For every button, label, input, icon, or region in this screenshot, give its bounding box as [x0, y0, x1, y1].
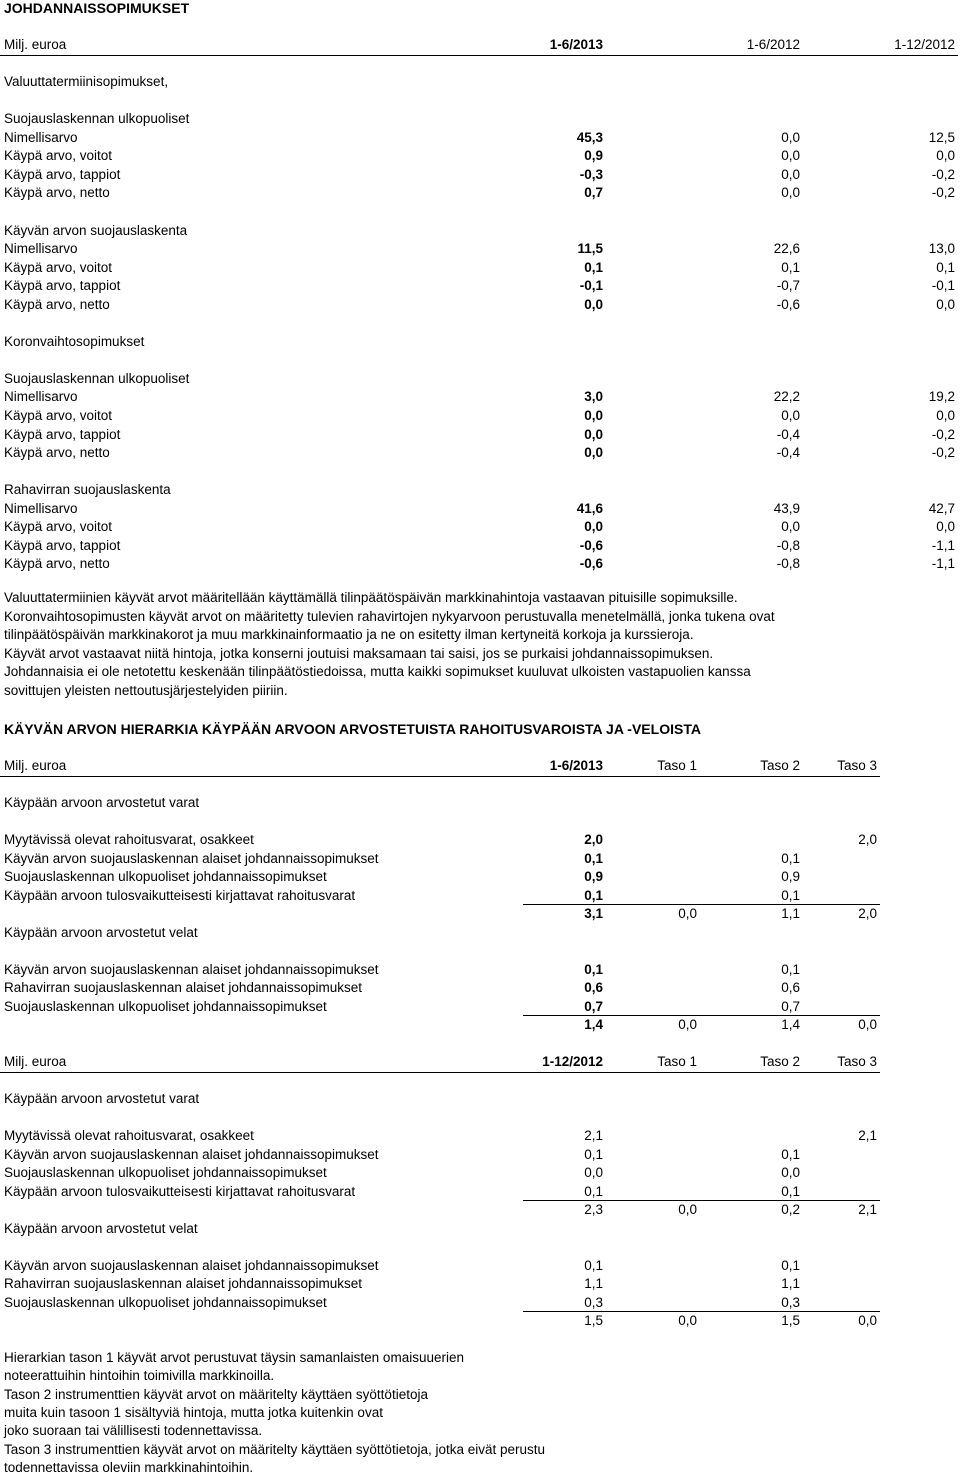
hier1-subtotal-rule [523, 1015, 880, 1016]
note-line: Valuuttatermiinien käyvät arvot määritellään käyttämällä tilinpäätöspäivän markkinahintoja vastaavan pituisille sopimuksille. [4, 590, 738, 605]
hier2-value-l3: 2,1 [858, 1202, 877, 1217]
derivatives-value-c1: 0,9 [584, 148, 603, 164]
hier2-row-label: Käypään arvoon arvostetut varat [4, 1091, 200, 1106]
hier1-row-label: Myytävissä olevat rahoitusvarat, osakkeet [4, 832, 254, 847]
hier2-value-l1: 0,0 [678, 1313, 697, 1328]
hier2-row-label: Suojauslaskennan ulkopuoliset johdannaissopimukset [4, 1165, 327, 1180]
footnote-line: Tason 3 instrumenttien käyvät arvot on määritelty käyttäen syöttötietoja, jotka eivät perustu [4, 1441, 546, 1457]
derivatives-value-c2: 22,6 [773, 241, 800, 257]
hier1-header-l1: Taso 1 [657, 758, 697, 773]
hier1-header-l3: Taso 3 [837, 758, 877, 773]
derivatives-value-c3: -0,2 [931, 445, 955, 461]
derivatives-row-label: Käypä arvo, netto [4, 445, 110, 461]
derivatives-value-c3: 19,2 [928, 389, 955, 405]
hier2-value-t: 0,3 [584, 1294, 603, 1310]
derivatives-row-label: Nimellisarvo [4, 241, 78, 257]
derivatives-row-label: Käypä arvo, netto [4, 185, 110, 201]
hier2-value-l2: 0,1 [781, 1257, 800, 1273]
hier2-value-l2: 0,1 [781, 1183, 800, 1199]
hier1-value-l2: 0,1 [781, 961, 800, 977]
hier2-header-rule [0, 1072, 880, 1073]
derivatives-value-c3: 12,5 [928, 129, 955, 145]
derivatives-value-c2: 22,2 [773, 389, 800, 405]
derivatives-row-label: Suojauslaskennan ulkopuoliset [4, 111, 190, 127]
derivatives-row-label: Käypä arvo, netto [4, 296, 110, 312]
derivatives-value-c2: 0,1 [781, 259, 800, 275]
derivatives-row-label: Käyvän arvon suojauslaskenta [4, 222, 188, 238]
derivatives-row-label: Suojauslaskennan ulkopuoliset [4, 370, 190, 386]
hier2-value-l2: 1,1 [781, 1276, 800, 1291]
derivatives-value-c3: -0,2 [931, 426, 955, 442]
derivatives-row-label: Käypä arvo, tappiot [4, 166, 121, 182]
hier2-value-l2: 0,3 [781, 1294, 800, 1310]
hier1-row-label: Käyvän arvon suojauslaskennan alaiset johdannaissopimukset [4, 850, 379, 866]
derivatives-value-c3: -0,1 [931, 278, 955, 294]
derivatives-value-c3: 0,0 [936, 408, 955, 423]
hier1-value-t: 0,7 [584, 998, 603, 1014]
derivatives-value-c2: -0,4 [776, 426, 800, 442]
hier2-header-l1: Taso 1 [657, 1054, 697, 1069]
derivatives-row-label: Koronvaihtosopimukset [4, 333, 145, 349]
derivatives-value-c1: 11,5 [577, 241, 603, 257]
derivatives-value-c2: 0,0 [781, 408, 800, 423]
hier1-header-t: 1-6/2013 [549, 758, 603, 773]
hier1-row-label: Käyvän arvon suojauslaskennan alaiset johdannaissopimukset [4, 961, 379, 977]
derivatives-header-c1: 1-6/2013 [549, 37, 603, 52]
hier1-value-l1: 0,0 [678, 1017, 697, 1032]
hier2-row-label: Käyvän arvon suojauslaskennan alaiset johdannaissopimukset [4, 1257, 379, 1273]
hier1-value-t: 3,1 [584, 906, 603, 921]
derivatives-value-c1: -0,6 [579, 537, 603, 553]
hier1-row-label: Rahavirran suojauslaskennan alaiset johdannaissopimukset [4, 980, 362, 995]
hier1-value-l2: 1,4 [781, 1017, 800, 1032]
derivatives-value-c2: -0,8 [776, 556, 800, 572]
hier1-value-t: 1,4 [584, 1017, 603, 1032]
derivatives-header-label: Milj. euroa [4, 37, 67, 52]
derivatives-row-label: Käypä arvo, voitot [4, 519, 113, 535]
hier1-value-l2: 0,1 [781, 850, 800, 866]
derivatives-value-c1: 0,0 [584, 408, 603, 423]
hier2-value-l2: 0,0 [781, 1165, 800, 1180]
derivatives-row-label: Rahavirran suojauslaskenta [4, 482, 171, 498]
hier2-value-t: 2,3 [584, 1202, 603, 1217]
hier1-value-t: 2,0 [584, 832, 603, 847]
derivatives-value-c3: 0,0 [936, 296, 955, 312]
footnote-line: Tason 2 instrumenttien käyvät arvot on määritelty käyttäen syöttötietoja [4, 1386, 428, 1402]
hier2-value-t: 0,1 [584, 1146, 603, 1162]
derivatives-value-c2: 0,0 [781, 129, 800, 145]
hier1-row-label: Suojauslaskennan ulkopuoliset johdannaissopimukset [4, 998, 327, 1014]
hier2-value-t: 1,1 [584, 1276, 603, 1291]
hier1-value-l3: 2,0 [858, 906, 877, 921]
derivatives-value-c3: -0,2 [931, 185, 955, 201]
hier2-value-t: 1,5 [584, 1313, 603, 1328]
derivatives-row-label: Käypä arvo, voitot [4, 259, 113, 275]
hier2-header-l3: Taso 3 [837, 1054, 877, 1069]
derivatives-value-c3: -1,1 [931, 537, 955, 553]
hier1-value-t: 0,1 [584, 961, 603, 977]
derivatives-value-c1: 0,7 [584, 185, 603, 201]
hier1-row-label: Käypään arvoon tulosvaikutteisesti kirjattavat rahoitusvarat [4, 887, 356, 903]
derivatives-value-c3: -0,2 [931, 166, 955, 182]
hier1-header-label: Milj. euroa [4, 758, 67, 773]
hier2-header-l2: Taso 2 [760, 1054, 800, 1069]
derivatives-row-label: Käypä arvo, voitot [4, 148, 113, 164]
derivatives-row-label: Nimellisarvo [4, 389, 78, 405]
hier1-row-label: Suojauslaskennan ulkopuoliset johdannaissopimukset [4, 869, 327, 884]
derivatives-value-c3: 0,1 [936, 259, 955, 275]
hier2-value-t: 2,1 [584, 1128, 603, 1143]
note-line: tilinpäätöspäivän markkinakorot ja muu markkinainformaatio ja ne on esitetty ilman kertyneitä korkoja ja kurssieroja. [4, 627, 694, 642]
hier1-value-l2: 0,6 [781, 980, 800, 995]
hier2-value-l2: 0,2 [781, 1202, 800, 1217]
hier2-value-t: 0,1 [584, 1183, 603, 1199]
note-line: Käyvät arvot vastaavat niitä hintoja, jotka konserni joutuisi maksamaan tai saisi, jos se purkaisi johdannaissopimuksen. [4, 645, 714, 661]
hier1-value-l1: 0,0 [678, 906, 697, 921]
hier2-value-t: 0,1 [584, 1257, 603, 1273]
footnote-line: muita kuin tasoon 1 sisältyviä hintoja, mutta jotka kuitenkin ovat [4, 1404, 383, 1420]
hier1-header-rule [0, 776, 880, 777]
derivatives-row-label: Käypä arvo, voitot [4, 408, 113, 423]
hier1-value-t: 0,1 [584, 850, 603, 866]
derivatives-row-label: Käypä arvo, tappiot [4, 278, 121, 294]
hier2-value-l3: 2,1 [858, 1128, 877, 1143]
note-line: Koronvaihtosopimusten käyvät arvot on määritetty tulevien rahavirtojen nykyarvoon perustuvalla menetelmällä, jonka tukena ovat [4, 608, 775, 624]
derivatives-header-c3: 1-12/2012 [894, 37, 955, 52]
hier2-header-label: Milj. euroa [4, 1054, 67, 1069]
derivatives-value-c2: -0,6 [776, 296, 800, 312]
hier1-value-l2: 0,1 [781, 887, 800, 903]
hier2-value-l2: 0,1 [781, 1146, 800, 1162]
hier1-row-label: Käypään arvoon arvostetut varat [4, 795, 200, 810]
hier1-value-l3: 0,0 [858, 1017, 877, 1032]
hierarchy-title: KÄYVÄN ARVON HIERARKIA KÄYPÄÄN ARVOON ARVOSTETUISTA RAHOITUSVAROISTA JA -VELOISTA [4, 721, 701, 737]
derivatives-row-label: Valuuttatermiinisopimukset, [4, 74, 169, 90]
derivatives-value-c1: 41,6 [576, 500, 603, 516]
hier1-subtotal-rule [523, 904, 880, 905]
hier2-row-label: Käypään arvoon arvostetut velat [4, 1220, 198, 1236]
derivatives-value-c1: 0,0 [584, 296, 603, 312]
derivatives-header-c2: 1-6/2012 [746, 37, 800, 52]
hier1-value-l2: 0,9 [781, 869, 800, 884]
hier2-row-label: Suojauslaskennan ulkopuoliset johdannaissopimukset [4, 1294, 327, 1310]
derivatives-value-c3: 0,0 [936, 519, 955, 535]
hier2-value-t: 0,0 [584, 1165, 603, 1180]
derivatives-value-c2: 0,0 [781, 148, 800, 164]
hier1-value-t: 0,6 [584, 980, 603, 995]
derivatives-value-c1: -0,1 [579, 278, 603, 294]
derivatives-value-c2: -0,4 [776, 445, 800, 461]
hier2-row-label: Rahavirran suojauslaskennan alaiset johdannaissopimukset [4, 1276, 362, 1291]
hier1-value-l2: 1,1 [781, 906, 800, 921]
footnote-line: todennettavissa oleviin markkinahintoihin. [4, 1459, 254, 1475]
footnote-line: noteerattuihin hintoihin toimivilla markkinoilla. [4, 1368, 275, 1384]
derivatives-row-label: Nimellisarvo [4, 129, 78, 145]
derivatives-value-c3: -1,1 [931, 556, 955, 572]
derivatives-value-c1: 45,3 [576, 129, 603, 145]
derivatives-value-c2: 0,0 [781, 185, 800, 201]
derivatives-header-rule [0, 55, 958, 56]
hier2-row-label: Käypään arvoon tulosvaikutteisesti kirjattavat rahoitusvarat [4, 1183, 356, 1199]
derivatives-row-label: Käypä arvo, netto [4, 556, 110, 572]
derivatives-value-c2: 43,9 [773, 500, 800, 516]
hier1-value-t: 0,1 [584, 887, 603, 903]
derivatives-value-c1: 0,0 [584, 426, 603, 442]
hier1-value-l3: 2,0 [858, 832, 877, 847]
hier2-value-l1: 0,0 [678, 1202, 697, 1217]
hier2-row-label: Käyvän arvon suojauslaskennan alaiset johdannaissopimukset [4, 1146, 379, 1162]
footnote-line: joko suoraan tai välillisesti todennettavissa. [4, 1423, 263, 1439]
derivatives-value-c2: -0,7 [776, 278, 800, 294]
hier1-value-t: 0,9 [584, 869, 603, 884]
derivatives-row-label: Käypä arvo, tappiot [4, 537, 121, 553]
note-line: sovittujen yleisten nettoutusjärjestelyiden piiriin. [4, 682, 288, 698]
footnote-line: Hierarkian tason 1 käyvät arvot perustuvat täysin samanlaisten omaisuuerien [4, 1350, 464, 1365]
hier1-value-l2: 0,7 [781, 998, 800, 1014]
hier2-value-l3: 0,0 [858, 1313, 877, 1328]
hier2-subtotal-rule [523, 1311, 880, 1312]
derivatives-value-c3: 0,0 [936, 148, 955, 164]
hier1-header-l2: Taso 2 [760, 758, 800, 773]
derivatives-row-label: Nimellisarvo [4, 500, 78, 516]
derivatives-value-c1: -0,6 [579, 556, 603, 572]
hier1-row-label: Käypään arvoon arvostetut velat [4, 924, 198, 940]
derivatives-value-c1: 3,0 [584, 389, 603, 405]
hier2-value-l2: 1,5 [781, 1313, 800, 1328]
derivatives-value-c2: 0,0 [781, 166, 800, 182]
page-title: JOHDANNAISSOPIMUKSET [4, 0, 190, 16]
derivatives-value-c1: 0,1 [584, 259, 603, 275]
hier2-row-label: Myytävissä olevat rahoitusvarat, osakkeet [4, 1128, 254, 1143]
hier2-subtotal-rule [523, 1200, 880, 1201]
derivatives-value-c1: 0,0 [584, 519, 603, 535]
note-line: Johdannaisia ei ole netotettu keskenään tilinpäätöstiedoissa, mutta kaikki sopimukset kuuluvat ulkoisten vastapuolien kanssa [4, 664, 751, 679]
derivatives-value-c1: -0,3 [579, 166, 603, 182]
derivatives-value-c3: 13,0 [928, 241, 955, 257]
derivatives-value-c2: 0,0 [781, 519, 800, 535]
hier2-header-t: 1-12/2012 [542, 1054, 603, 1069]
derivatives-value-c3: 42,7 [928, 500, 955, 516]
derivatives-value-c2: -0,8 [776, 537, 800, 553]
derivatives-row-label: Käypä arvo, tappiot [4, 426, 121, 442]
derivatives-value-c1: 0,0 [584, 445, 603, 461]
